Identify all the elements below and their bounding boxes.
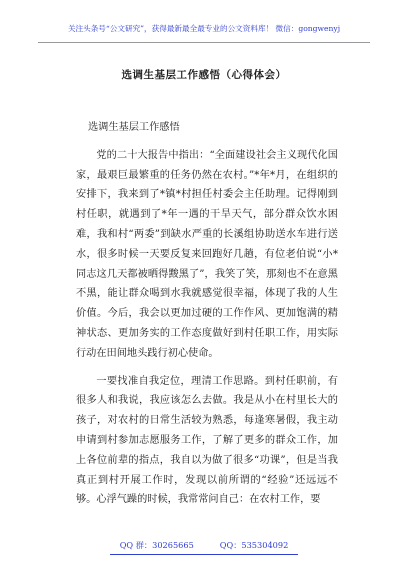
header-banner: 关注头条号“公文研究”，获得最新最全最专业的公文资料库！ 微信：gongwenyj (67, 24, 341, 33)
document-title: 选调生基层工作感悟（心得体会） (121, 69, 287, 81)
body-paragraph-1: 党的二十大报告中指出：“全面建设社会主义现代化国家，最艰巨最繁重的任务仍然在农村。”*年*月，在组织的安排下，我来到了*镇*村担任村委会主任助理。记得刚到村任职，就遇到了*年一遇的干旱天气，部分群众饮水困难，我和村“两委”到缺水严重的长溪组协助送水车进行送水，很多时候一天要反复来回跑好几趟，有位老伯说“小*同志这几天都被晒得黢黑了”，我笑了笑，那刻也不在意黑不黑，能让群众喝到水我就感觉很幸福，体现了我的人生价值。今后，我会以更加过硬的工作作风、更加饱满的精神状态、更加务实的工作态度做好到村任职工作，用实际行动在田间地头践行初心使命。 (76, 149, 338, 359)
footer-contact (40, 539, 368, 551)
footer-underline (110, 554, 298, 555)
footer-qq: QQ：535304092 (219, 540, 289, 550)
body-paragraph-2: 一要找准自我定位，理清工作思路。到村任职前，有很多人和我说，我应该怎么去做。我是从小在村里长大的孩子，对农村的日常生活较为熟悉，每逢寒暑假，我主动申请到村参加志愿服务工作，了解了更多的群众工作，加上各位前辈的指点，我自以为做了很多“功课”，但是当我真正到村开展工作时，发现以前所谓的“经验”还远远不够。心浮气躁的时候，我常常问自己：在农村工作，要 (76, 375, 338, 506)
section-heading: 选调生基层工作感悟 (88, 122, 180, 133)
header-divider (38, 42, 370, 43)
footer-qq-group: QQ 群：30265665 (119, 540, 194, 550)
document-body (76, 118, 338, 510)
